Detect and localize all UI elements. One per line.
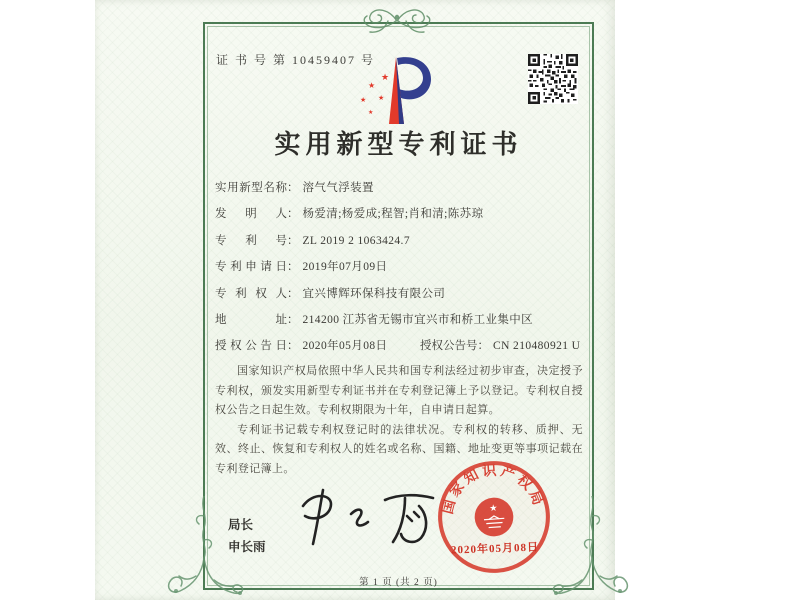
- patent-number: ZL 2019 2 1063424.7: [302, 234, 410, 247]
- svg-text:★: ★: [368, 109, 374, 116]
- legal-paragraph-1: 国家知识产权局依照中华人民共和国专利法经过初步审查，决定授予专利权，颁发实用新型专利证书并在专利登记簿上予以登记。专利权自授权公告之日起生效。专利权期限为十年，自申请日起算。: [215, 365, 583, 416]
- signer-name: 申长雨: [228, 540, 266, 554]
- certificate-page: [95, 0, 615, 600]
- field-label: 实用新型名称: [215, 182, 287, 194]
- field-row: 地址： 214200 江苏省无锡市宜兴市和桥工业集中区: [215, 313, 534, 326]
- field-label: 专利申请日: [215, 261, 287, 274]
- legal-paragraph-2: 专利证书记载专利权登记时的法律状况。专利权的转移、质押、无效、终止、恢复和专利权人的姓名或名称、国籍、地址变更等事项记载在专利登记簿上。: [215, 423, 583, 475]
- qr-code: [528, 54, 578, 104]
- field-list: [215, 181, 583, 366]
- patentee: 宜兴博辉环保科技有限公司: [302, 287, 446, 300]
- svg-text:★: ★: [368, 81, 376, 90]
- field-row: 专利申请日： 2019年07月09日: [215, 261, 388, 274]
- certificate-number: 证 书 号 第 10459407 号: [216, 53, 376, 67]
- seal-text: 国家知识产权局: [439, 462, 547, 516]
- grant-date: 2020年05月08日: [302, 340, 388, 353]
- svg-text:★: ★: [489, 503, 498, 515]
- field-row: 实用新型名称： 溶气气浮装置: [215, 182, 374, 194]
- svg-text:★: ★: [360, 96, 367, 104]
- field-label: 专利号: [215, 234, 287, 247]
- field-row: 发明人： 杨爱清;杨爱成;程智;肖和清;陈苏琼: [215, 208, 484, 221]
- grant-number: CN 210480921 U: [493, 340, 581, 353]
- application-date: 2019年07月09日: [302, 261, 388, 274]
- field-label: 授权公告日: [215, 340, 287, 353]
- certificate-title: 实用新型专利证书: [274, 130, 523, 159]
- field-label: 地址: [215, 313, 287, 326]
- director-signature: [293, 484, 443, 552]
- signer-block: [228, 514, 266, 558]
- signer-title: 局长: [228, 518, 254, 532]
- utility-model-name: 溶气气浮装置: [302, 182, 374, 194]
- cnipa-patent-logo-icon: [348, 54, 440, 126]
- svg-text:★: ★: [378, 94, 385, 102]
- field-label: 专利权人: [215, 287, 287, 300]
- field-row: 专利权人： 宜兴博辉环保科技有限公司: [215, 287, 446, 300]
- inventors: 杨爱清;杨爱成;程智;肖和清;陈苏琼: [302, 208, 484, 221]
- svg-text:★: ★: [381, 73, 390, 83]
- address: 214200 江苏省无锡市宜兴市和桥工业集中区: [302, 313, 534, 326]
- field-label: 发明人: [215, 208, 287, 221]
- page-number: 第 1 页 (共 2 页): [359, 578, 438, 588]
- official-seal: [429, 452, 559, 582]
- grant-row: 授权公告日： 2020年05月08日 授权公告号： CN 210480921 U: [215, 340, 581, 353]
- field-label: 授权公告号: [420, 340, 478, 353]
- field-row: 专利号： ZL 2019 2 1063424.7: [215, 234, 410, 247]
- seal-date: 2020年05月08日: [450, 541, 540, 557]
